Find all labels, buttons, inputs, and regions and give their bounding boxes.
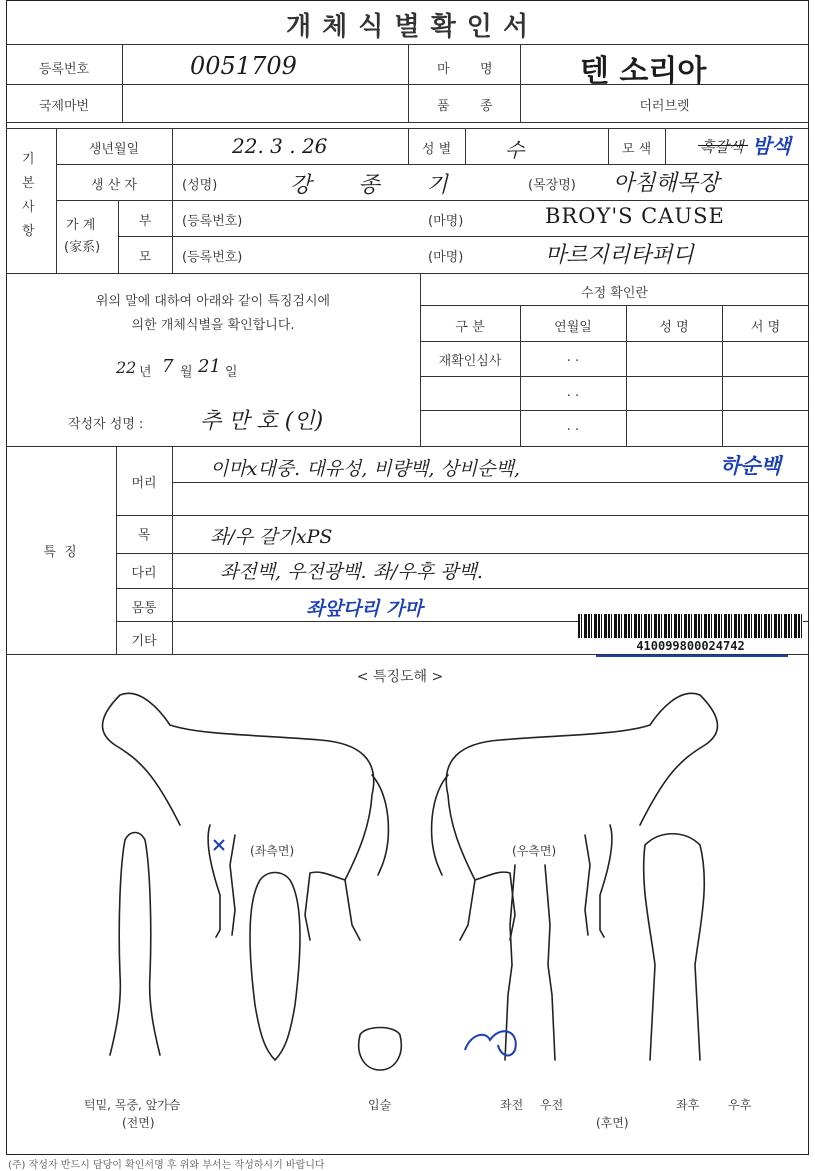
grid-line — [420, 305, 809, 306]
lineage-label-1: 가 계 — [66, 218, 96, 233]
blue-mark-right-leg — [465, 1031, 516, 1055]
document-title: 개 체 식 별 확 인 서 — [285, 12, 530, 42]
grid-line — [116, 515, 809, 516]
breed-label-1: 품 — [437, 99, 450, 114]
dam-name-value: 마르지리타퍼디 — [545, 243, 694, 268]
sire-reg-label: (등록번호) — [182, 214, 243, 229]
grid-line — [665, 128, 666, 164]
horse-name-value: 텐 소리아 — [580, 54, 707, 89]
revision-row-1-kind: 재확인심사 — [438, 354, 502, 369]
barcode-underline — [596, 655, 788, 657]
rear-label: (후면) — [596, 1116, 629, 1130]
basic-label-1: 기 — [22, 152, 35, 167]
grid-line — [420, 341, 809, 342]
grid-line — [172, 446, 173, 654]
head-extra-value: 하순백 — [720, 454, 781, 478]
date-year-label: 년 — [139, 365, 152, 380]
head-label: 머리 — [131, 476, 157, 491]
revision-title: 수정 확인란 — [581, 286, 648, 301]
color-strikethrough — [698, 145, 748, 146]
farm-label: (목장명) — [528, 178, 576, 193]
grid-line — [118, 236, 809, 237]
birth-label: 생년월일 — [88, 142, 140, 157]
barcode — [578, 614, 803, 638]
horse-name-label-1: 마 — [437, 62, 450, 77]
sire-name-label: (마명) — [428, 214, 464, 229]
sex-value: 수 — [505, 138, 525, 162]
producer-name-label: (성명) — [182, 178, 218, 193]
revision-header-date: 연월일 — [554, 320, 592, 335]
front-view — [110, 833, 160, 1056]
left-side-horse — [103, 693, 389, 940]
date-month-label: 월 — [180, 365, 193, 380]
grid-line — [56, 200, 809, 201]
basic-label-4: 항 — [22, 224, 35, 239]
left-side-label: (좌측면) — [250, 844, 295, 858]
muzzle-label: 입술 — [368, 1098, 392, 1112]
date-year-hand: 22 — [116, 358, 137, 377]
grid-line — [465, 128, 466, 164]
right-front-label: 우전 — [540, 1098, 564, 1112]
producer-label: 생 산 자 — [91, 178, 137, 193]
lineage-label-2: (家系) — [64, 240, 101, 255]
left-hind-label: 좌후 — [676, 1098, 700, 1112]
writer-label: 작성자 성명 : — [68, 417, 144, 432]
revision-row-2-date: . . — [566, 385, 580, 400]
grid-line — [420, 410, 809, 411]
head-front-view — [250, 873, 300, 1061]
revision-row-1-date: . . — [566, 350, 580, 365]
dam-label: 모 — [138, 250, 152, 265]
barcode-number: 410099800024742 — [578, 639, 803, 653]
legs-label: 다리 — [131, 566, 157, 581]
date-day-hand: 21 — [198, 356, 221, 377]
revision-header-name: 성 명 — [659, 320, 689, 335]
grid-line — [408, 44, 409, 122]
basic-label-3: 사 — [22, 200, 35, 215]
grid-line — [6, 122, 809, 123]
rear-view — [644, 834, 705, 1060]
sire-label: 부 — [138, 214, 152, 229]
color-label: 모 색 — [621, 142, 652, 157]
revision-row-3-date: . . — [566, 419, 580, 434]
reg-no-value: 0051709 — [190, 52, 297, 80]
front-label-2: (전면) — [122, 1116, 155, 1130]
birth-value: 22. 3 . 26 — [232, 134, 328, 158]
other-label: 기타 — [131, 634, 157, 649]
basic-label-2: 본 — [22, 176, 35, 191]
reg-no-label: 등록번호 — [38, 62, 90, 77]
neck-value: 좌/우 갈기xPS — [210, 526, 333, 548]
legs-value: 좌전백, 우전광백. 좌/우후 광백. — [220, 561, 483, 583]
right-hind-label: 우후 — [728, 1098, 752, 1112]
breed-label-2: 종 — [480, 99, 493, 114]
right-side-label: (우측면) — [512, 844, 557, 858]
revision-header-kind: 구 분 — [455, 320, 485, 335]
body-label: 몸통 — [131, 601, 157, 616]
revision-header-sign: 서 명 — [750, 320, 781, 335]
grid-line — [116, 588, 809, 589]
color-struck-value: 흑갈색 — [700, 138, 744, 156]
grid-line — [56, 164, 809, 165]
diagram-title: < 특징도해 > — [356, 669, 444, 685]
color-value: 밤색 — [752, 134, 791, 158]
footer-note: (주) 작성자 반드시 담당이 확인서명 후 위와 부서는 작성하시기 바랍니다 — [8, 1160, 325, 1171]
grid-line — [122, 44, 123, 122]
neck-label: 목 — [137, 528, 151, 543]
grid-line — [420, 376, 809, 377]
dam-name-label: (마명) — [428, 250, 464, 265]
producer-name-value: 강 종 기 — [290, 173, 468, 198]
sex-label: 성 별 — [421, 142, 452, 157]
left-front-label: 좌전 — [500, 1098, 524, 1112]
grid-line — [6, 446, 809, 447]
writer-value: 추 만 호 (인) — [200, 409, 324, 434]
front-legs-view — [505, 865, 555, 1060]
grid-line — [6, 273, 809, 274]
muzzle-view — [359, 1028, 402, 1071]
breed-value: 더러브렛 — [639, 99, 690, 114]
horse-name-label-2: 명 — [480, 62, 493, 77]
farm-value: 아침해목장 — [613, 171, 720, 196]
features-label: 특 징 — [43, 545, 79, 560]
body-value: 좌앞다리 가마 — [306, 598, 423, 620]
head-value: 이마x대중. 대유성, 비량백, 상비순백, — [210, 458, 520, 480]
intl-no-label: 국제마번 — [38, 99, 90, 114]
date-month-hand: 7 — [162, 356, 174, 377]
declaration-line-2: 의한 개체식별을 확인합니다. — [131, 318, 295, 333]
horse-diagram — [60, 665, 780, 1095]
grid-line — [172, 482, 809, 483]
right-side-horse — [432, 693, 718, 940]
blue-mark-left-leg — [214, 840, 224, 850]
sire-name-value: BROY'S CAUSE — [545, 204, 725, 228]
front-label-1: 턱밑, 목중, 앞가슴 — [84, 1098, 181, 1112]
declaration-line-1: 위의 말에 대하여 아래와 같이 특징검시에 — [95, 294, 331, 309]
dam-reg-label: (등록번호) — [182, 250, 243, 265]
grid-line — [116, 553, 809, 554]
date-day-label: 일 — [225, 365, 238, 380]
